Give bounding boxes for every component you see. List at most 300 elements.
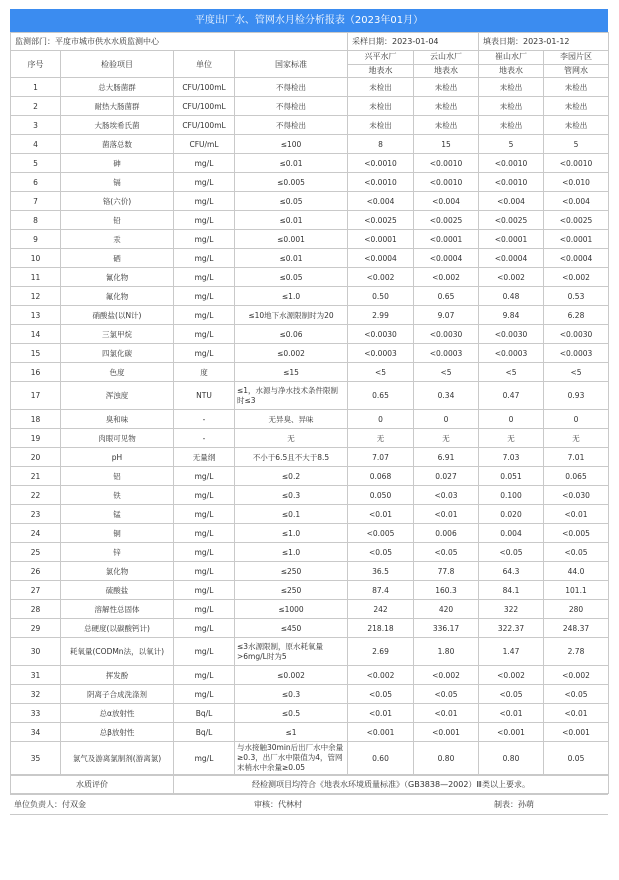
row-no: 19 — [11, 429, 61, 448]
row-no: 34 — [11, 723, 61, 742]
row-item: 氯气及游离氯制剂(游离氯) — [61, 742, 174, 775]
row-value: <0.0010 — [414, 173, 479, 192]
row-unit: Bq/L — [174, 704, 235, 723]
row-no: 26 — [11, 562, 61, 581]
row-value: <0.005 — [544, 524, 609, 543]
row-standard: ≤450 — [235, 619, 348, 638]
table-row — [11, 581, 609, 600]
row-value: <0.01 — [479, 704, 544, 723]
row-value: 9.84 — [479, 306, 544, 325]
row-value: <0.001 — [544, 723, 609, 742]
row-no: 14 — [11, 325, 61, 344]
row-value: <0.0025 — [414, 211, 479, 230]
row-standard: ≤0.06 — [235, 325, 348, 344]
row-value: 0.48 — [479, 287, 544, 306]
row-unit: mg/L — [174, 505, 235, 524]
row-value: 无 — [544, 429, 609, 448]
row-no: 15 — [11, 344, 61, 363]
row-value: 0.051 — [479, 467, 544, 486]
row-value: <0.01 — [544, 505, 609, 524]
row-item: 氰化物 — [61, 268, 174, 287]
table-row — [11, 486, 609, 505]
row-no: 35 — [11, 742, 61, 775]
row-value: <0.0004 — [544, 249, 609, 268]
row-item: 溶解性总固体 — [61, 600, 174, 619]
row-value: 0 — [348, 410, 414, 429]
row-standard: 不得检出 — [235, 78, 348, 97]
row-value: <0.005 — [348, 524, 414, 543]
table-row — [11, 704, 609, 723]
row-value: <5 — [414, 363, 479, 382]
header-water-type: 地表水 — [479, 64, 544, 78]
row-value: <5 — [348, 363, 414, 382]
row-unit: CFU/100mL — [174, 116, 235, 135]
row-value: <0.03 — [414, 486, 479, 505]
signature-row — [10, 795, 608, 815]
row-value: 0.027 — [414, 467, 479, 486]
row-value: <0.0030 — [414, 325, 479, 344]
table-row — [11, 306, 609, 325]
row-standard: ≤1.0 — [235, 543, 348, 562]
row-value: 2.78 — [544, 638, 609, 666]
row-value: <0.0003 — [544, 344, 609, 363]
row-value: 0.068 — [348, 467, 414, 486]
row-unit: mg/L — [174, 562, 235, 581]
row-unit: mg/L — [174, 600, 235, 619]
row-value: 未检出 — [544, 97, 609, 116]
row-unit: - — [174, 410, 235, 429]
row-value: <0.010 — [544, 173, 609, 192]
row-value: 6.91 — [414, 448, 479, 467]
row-value: <0.05 — [544, 543, 609, 562]
row-standard: ≤250 — [235, 562, 348, 581]
row-no: 27 — [11, 581, 61, 600]
row-unit: mg/L — [174, 486, 235, 505]
table-row — [11, 742, 609, 775]
row-value: 248.37 — [544, 619, 609, 638]
row-unit: mg/L — [174, 344, 235, 363]
row-value: 无 — [479, 429, 544, 448]
row-no: 29 — [11, 619, 61, 638]
row-no: 16 — [11, 363, 61, 382]
table-row — [11, 410, 609, 429]
row-value: <0.004 — [544, 192, 609, 211]
row-value: <0.01 — [544, 704, 609, 723]
report-table — [10, 32, 609, 775]
row-no: 23 — [11, 505, 61, 524]
row-no: 33 — [11, 704, 61, 723]
row-value: 0.065 — [544, 467, 609, 486]
row-no: 10 — [11, 249, 61, 268]
row-value: <0.0004 — [348, 249, 414, 268]
row-value: 336.17 — [414, 619, 479, 638]
row-standard: ≤0.001 — [235, 230, 348, 249]
row-value: <0.001 — [414, 723, 479, 742]
row-value: 218.18 — [348, 619, 414, 638]
row-value: 0.050 — [348, 486, 414, 505]
row-value: 0.65 — [414, 287, 479, 306]
row-value: <0.002 — [348, 666, 414, 685]
table-row — [11, 249, 609, 268]
table-row — [11, 448, 609, 467]
row-value: <0.0010 — [479, 154, 544, 173]
row-value: <0.05 — [348, 543, 414, 562]
evaluation-text: 经检测项目均符合《地表水环境质量标准》（GB3838—2002）Ⅲ类以上要求。 — [174, 776, 609, 794]
table-row — [11, 666, 609, 685]
row-value: <0.0003 — [348, 344, 414, 363]
row-standard: ≤3水源限制，原水耗氧量>6mg/L时为5 — [235, 638, 348, 666]
table-row — [11, 619, 609, 638]
header-water-type: 地表水 — [348, 64, 414, 78]
row-value: 1.80 — [414, 638, 479, 666]
row-value: 未检出 — [348, 116, 414, 135]
row-no: 8 — [11, 211, 61, 230]
row-no: 5 — [11, 154, 61, 173]
reviewer: 审核：代林村 — [250, 795, 490, 815]
footer-table — [10, 775, 609, 794]
table-row — [11, 97, 609, 116]
row-unit: NTU — [174, 382, 235, 410]
row-value: <0.05 — [414, 543, 479, 562]
row-item: 挥发酚 — [61, 666, 174, 685]
row-unit: mg/L — [174, 192, 235, 211]
row-value: 2.69 — [348, 638, 414, 666]
row-standard: ≤0.01 — [235, 249, 348, 268]
row-standard: ≤0.01 — [235, 211, 348, 230]
row-item: 镉 — [61, 173, 174, 192]
row-unit: mg/L — [174, 467, 235, 486]
evaluation-label: 水质评价 — [11, 776, 174, 794]
row-value: 未检出 — [414, 97, 479, 116]
row-standard: 与水接触30min后出厂水中余量≥0.3，出厂水中限值为4，管网末梢水中余量≥0.05 — [235, 742, 348, 775]
row-no: 12 — [11, 287, 61, 306]
dept-cell: 监测部门：平度市城市供水水质监测中心 — [11, 33, 348, 51]
evaluation-row — [11, 776, 609, 794]
row-standard: ≤0.01 — [235, 154, 348, 173]
row-no: 30 — [11, 638, 61, 666]
row-no: 22 — [11, 486, 61, 505]
row-no: 21 — [11, 467, 61, 486]
row-value: <0.030 — [544, 486, 609, 505]
row-value: 1.47 — [479, 638, 544, 666]
row-no: 2 — [11, 97, 61, 116]
row-value: <0.001 — [348, 723, 414, 742]
row-value: 未检出 — [348, 97, 414, 116]
row-value: <0.01 — [414, 704, 479, 723]
row-value: <0.0003 — [414, 344, 479, 363]
row-no: 13 — [11, 306, 61, 325]
row-value: <0.01 — [348, 704, 414, 723]
row-value: 0.53 — [544, 287, 609, 306]
table-row — [11, 192, 609, 211]
row-value: <0.05 — [479, 685, 544, 704]
row-standard: ≤0.3 — [235, 685, 348, 704]
row-no: 1 — [11, 78, 61, 97]
row-unit: mg/L — [174, 211, 235, 230]
table-row — [11, 211, 609, 230]
table-row — [11, 173, 609, 192]
header-plant-name: 崔山水厂 — [479, 51, 544, 65]
table-row — [11, 543, 609, 562]
row-value: 7.07 — [348, 448, 414, 467]
row-value: <0.0004 — [479, 249, 544, 268]
row-value: 未检出 — [348, 78, 414, 97]
row-value: <0.05 — [414, 685, 479, 704]
row-item: 阴离子合成洗涤剂 — [61, 685, 174, 704]
row-standard: ≤0.2 — [235, 467, 348, 486]
row-value: <0.001 — [479, 723, 544, 742]
row-unit: CFU/mL — [174, 135, 235, 154]
row-value: <0.0030 — [544, 325, 609, 344]
row-value: <0.0030 — [348, 325, 414, 344]
fill-date-cell: 填表日期：2023-01-12 — [479, 33, 609, 51]
row-item: 铝 — [61, 467, 174, 486]
row-no: 9 — [11, 230, 61, 249]
row-item: 总α放射性 — [61, 704, 174, 723]
row-unit: mg/L — [174, 306, 235, 325]
row-value: 0.47 — [479, 382, 544, 410]
row-unit: mg/L — [174, 325, 235, 344]
row-value: 0 — [479, 410, 544, 429]
row-value: <0.0025 — [544, 211, 609, 230]
row-value: <0.0001 — [348, 230, 414, 249]
row-value: 0.80 — [479, 742, 544, 775]
row-value: 420 — [414, 600, 479, 619]
header-water-type: 地表水 — [414, 64, 479, 78]
row-unit: Bq/L — [174, 723, 235, 742]
row-standard: ≤10地下水源限制时为20 — [235, 306, 348, 325]
row-value: <0.004 — [414, 192, 479, 211]
row-value: <0.004 — [479, 192, 544, 211]
row-standard: 无异臭、异味 — [235, 410, 348, 429]
row-item: 总β放射性 — [61, 723, 174, 742]
row-item: 菌落总数 — [61, 135, 174, 154]
row-value: 242 — [348, 600, 414, 619]
row-item: 耐热大肠菌群 — [61, 97, 174, 116]
row-standard: ≤1 — [235, 723, 348, 742]
table-row — [11, 524, 609, 543]
row-value: <0.002 — [544, 268, 609, 287]
header-item: 检验项目 — [61, 51, 174, 78]
row-value: 15 — [414, 135, 479, 154]
row-unit: - — [174, 429, 235, 448]
row-unit: mg/L — [174, 173, 235, 192]
row-no: 28 — [11, 600, 61, 619]
row-standard: ≤0.005 — [235, 173, 348, 192]
row-item: 锰 — [61, 505, 174, 524]
row-no: 17 — [11, 382, 61, 410]
row-value: <0.0001 — [414, 230, 479, 249]
row-value: 未检出 — [479, 97, 544, 116]
row-unit: mg/L — [174, 543, 235, 562]
row-standard: ≤1000 — [235, 600, 348, 619]
row-item: 硝酸盐(以N计) — [61, 306, 174, 325]
row-standard: ≤0.1 — [235, 505, 348, 524]
row-item: 浑浊度 — [61, 382, 174, 410]
row-standard: ≤100 — [235, 135, 348, 154]
row-value: <0.0010 — [414, 154, 479, 173]
row-value: 0.50 — [348, 287, 414, 306]
row-unit: mg/L — [174, 619, 235, 638]
row-standard: ≤0.3 — [235, 486, 348, 505]
header-standard: 国家标准 — [235, 51, 348, 78]
table-row — [11, 562, 609, 581]
row-value: 0 — [544, 410, 609, 429]
row-value: 0.004 — [479, 524, 544, 543]
row-value: 280 — [544, 600, 609, 619]
row-item: 氟化物 — [61, 287, 174, 306]
row-value: 未检出 — [414, 116, 479, 135]
row-item: pH — [61, 448, 174, 467]
row-standard: ≤1，水源与净水技术条件限制时≤3 — [235, 382, 348, 410]
row-no: 18 — [11, 410, 61, 429]
row-value: 36.5 — [348, 562, 414, 581]
row-item: 硫酸盐 — [61, 581, 174, 600]
table-row — [11, 154, 609, 173]
row-value: 0.05 — [544, 742, 609, 775]
row-value: <0.0010 — [348, 173, 414, 192]
row-value: <0.004 — [348, 192, 414, 211]
row-standard: ≤0.5 — [235, 704, 348, 723]
row-standard: ≤0.05 — [235, 192, 348, 211]
header-water-type: 管网水 — [544, 64, 609, 78]
row-standard: ≤1.0 — [235, 287, 348, 306]
row-value: 2.99 — [348, 306, 414, 325]
meta-row — [11, 33, 609, 51]
row-item: 砷 — [61, 154, 174, 173]
row-value: 7.01 — [544, 448, 609, 467]
row-item: 总硬度(以碳酸钙计) — [61, 619, 174, 638]
row-value: 9.07 — [414, 306, 479, 325]
unit-head: 单位负责人：付双金 — [10, 795, 250, 815]
row-item: 三氯甲烷 — [61, 325, 174, 344]
row-unit: mg/L — [174, 268, 235, 287]
row-no: 20 — [11, 448, 61, 467]
row-standard: ≤250 — [235, 581, 348, 600]
table-row — [11, 685, 609, 704]
row-value: <0.05 — [479, 543, 544, 562]
row-item: 大肠埃希氏菌 — [61, 116, 174, 135]
row-value: <0.0001 — [544, 230, 609, 249]
row-value: 0.60 — [348, 742, 414, 775]
row-standard: ≤1.0 — [235, 524, 348, 543]
table-row — [11, 268, 609, 287]
row-unit: 无量纲 — [174, 448, 235, 467]
row-item: 铅 — [61, 211, 174, 230]
row-value: 0.65 — [348, 382, 414, 410]
table-row — [11, 467, 609, 486]
row-value: 0.100 — [479, 486, 544, 505]
header-plant-name: 云山水厂 — [414, 51, 479, 65]
row-item: 耗氧量(CODMn法，以氧计) — [61, 638, 174, 666]
row-item: 铁 — [61, 486, 174, 505]
report-title: 平度出厂水、管网水月检分析报表（2023年01月） — [10, 9, 608, 32]
row-value: <0.0003 — [479, 344, 544, 363]
table-row — [11, 363, 609, 382]
row-value: 322 — [479, 600, 544, 619]
row-value: 0 — [414, 410, 479, 429]
row-no: 24 — [11, 524, 61, 543]
row-no: 25 — [11, 543, 61, 562]
table-row — [11, 638, 609, 666]
row-unit: mg/L — [174, 154, 235, 173]
row-value: 0.34 — [414, 382, 479, 410]
row-value: 64.3 — [479, 562, 544, 581]
row-standard: 无 — [235, 429, 348, 448]
header-no: 序号 — [11, 51, 61, 78]
row-value: <0.002 — [479, 666, 544, 685]
row-value: <0.002 — [348, 268, 414, 287]
row-value: 160.3 — [414, 581, 479, 600]
row-no: 4 — [11, 135, 61, 154]
row-value: 无 — [348, 429, 414, 448]
row-value: <0.05 — [544, 685, 609, 704]
row-no: 3 — [11, 116, 61, 135]
row-value: 0.006 — [414, 524, 479, 543]
row-value: 101.1 — [544, 581, 609, 600]
row-unit: mg/L — [174, 249, 235, 268]
row-value: <0.0030 — [479, 325, 544, 344]
row-value: <0.05 — [348, 685, 414, 704]
row-unit: 度 — [174, 363, 235, 382]
header-unit: 单位 — [174, 51, 235, 78]
row-value: <0.002 — [414, 666, 479, 685]
row-no: 6 — [11, 173, 61, 192]
table-row — [11, 287, 609, 306]
row-value: <0.01 — [414, 505, 479, 524]
row-value: <0.002 — [544, 666, 609, 685]
row-value: <0.002 — [479, 268, 544, 287]
row-item: 铬(六价) — [61, 192, 174, 211]
row-value: <0.0025 — [479, 211, 544, 230]
row-no: 31 — [11, 666, 61, 685]
row-unit: mg/L — [174, 287, 235, 306]
row-item: 氯化物 — [61, 562, 174, 581]
row-standard: ≤0.05 — [235, 268, 348, 287]
table-row — [11, 230, 609, 249]
row-value: 44.0 — [544, 562, 609, 581]
row-unit: mg/L — [174, 685, 235, 704]
row-value: <0.0025 — [348, 211, 414, 230]
row-value: <5 — [544, 363, 609, 382]
row-value: 无 — [414, 429, 479, 448]
row-value: 5 — [479, 135, 544, 154]
header-plant-name: 兴平水厂 — [348, 51, 414, 65]
signature-table — [10, 794, 608, 815]
row-value: 0.80 — [414, 742, 479, 775]
row-standard: ≤0.002 — [235, 666, 348, 685]
report — [10, 9, 608, 815]
row-value: <0.01 — [348, 505, 414, 524]
row-item: 锌 — [61, 543, 174, 562]
row-value: 6.28 — [544, 306, 609, 325]
row-value: <0.0010 — [544, 154, 609, 173]
table-row — [11, 723, 609, 742]
row-value: 87.4 — [348, 581, 414, 600]
table-row — [11, 116, 609, 135]
row-unit: mg/L — [174, 230, 235, 249]
row-item: 汞 — [61, 230, 174, 249]
row-value: <0.002 — [414, 268, 479, 287]
row-standard: 不得检出 — [235, 97, 348, 116]
row-no: 7 — [11, 192, 61, 211]
table-row — [11, 600, 609, 619]
row-standard: ≤0.002 — [235, 344, 348, 363]
table-row — [11, 505, 609, 524]
row-item: 臭和味 — [61, 410, 174, 429]
row-value: 77.8 — [414, 562, 479, 581]
header-row — [11, 51, 609, 65]
